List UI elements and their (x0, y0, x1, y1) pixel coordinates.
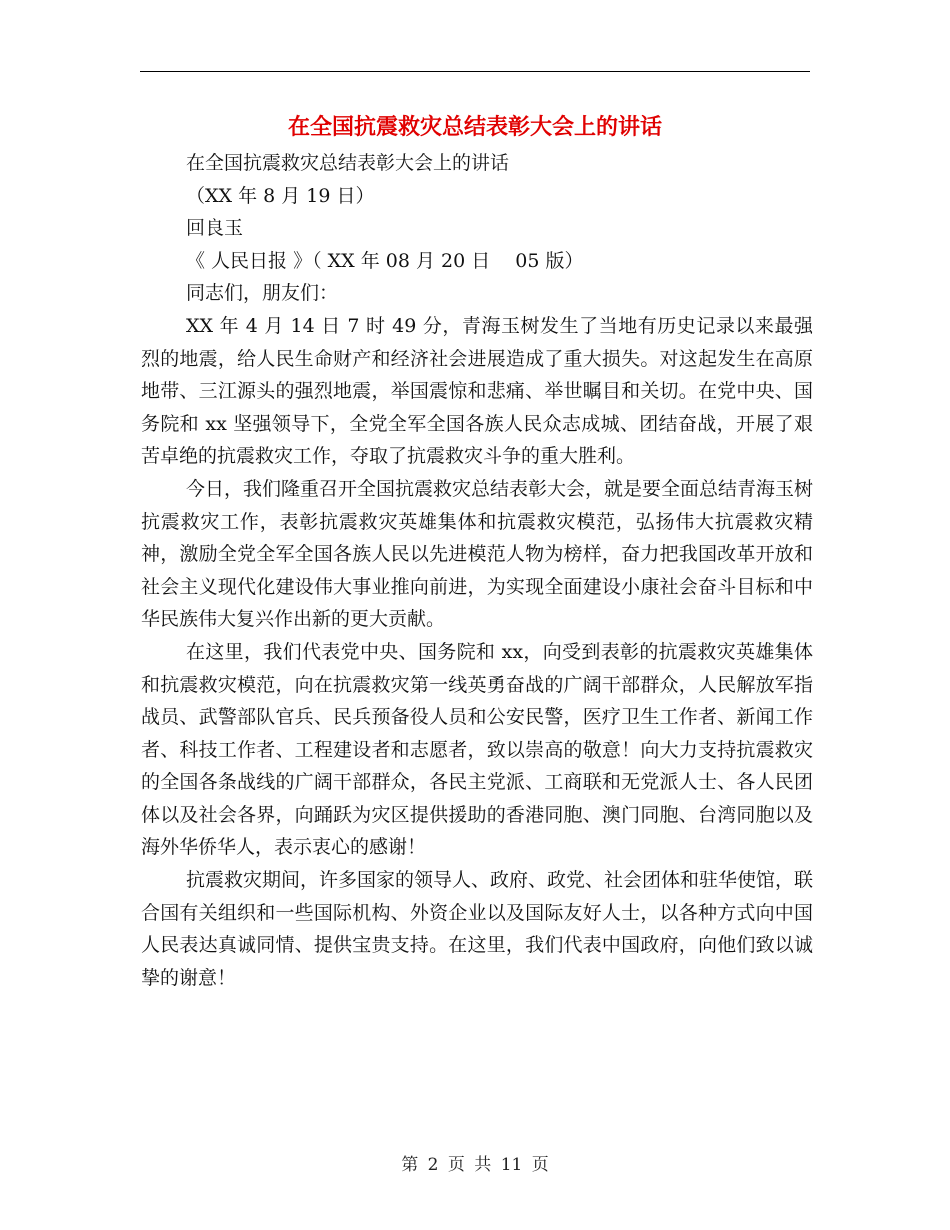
page-footer: 第 2 页 共 11 页 (401, 1155, 549, 1175)
source-line: 《 人民日报 》（ XX 年 08 月 20 日 05 版） (186, 249, 584, 272)
speaker-name-line: 回良玉 (186, 217, 244, 240)
speech-date-line: （XX 年 8 月 19 日） (186, 184, 375, 207)
paragraph-3: 在这里，我们代表党中央、国务院和 xx，向受到表彰的抗震救灾英雄集体和抗震救灾模范，向在抗震救灾第一线英勇奋战的广阔干部群众，人民解放军指战员、武警部队官兵、民兵预备役人员和公安民警，医疗卫生工作者、新闻工作者、科技工作者、工程建设者和志愿者，致以崇高的敬意！向大力支持抗震救灾的全国各条战线的广阔干部群众，各民主党派、工商联和无党派人士、各人民团体以及社会各界，向踊跃为灾区提供援助的香港同胞、澳门同胞、台湾同胞以及海外华侨华人，表示衷心的感谢！ (141, 640, 813, 859)
page-title: 在全国抗震救灾总结表彰大会上的讲话 (287, 114, 662, 140)
paragraph-4: 抗震救灾期间，许多国家的领导人、政府、政党、社会团体和驻华使馆，联合国有关组织和一些国际机构、外资企业以及国际友好人士，以各种方式向中国人民表达真诚同情、提供宝贵支持。在这里，我们代表中国政府，向他们致以诚挚的谢意！ (141, 869, 814, 989)
speech-title-line: 在全国抗震救灾总结表彰大会上的讲话 (186, 152, 510, 174)
paragraph-1: XX 年 4 月 14 日 7 时 49 分，青海玉树发生了当地有历史记录以来最强烈的地震，给人民生命财产和经济社会进展造成了重大损失。对这起发生在高原地带、三江源头的强烈地震，举国震惊和悲痛、举世瞩目和关切。在党中央、国务院和 xx 坚强领导下，全党全军全国各族人民众志成城、团结奋战，开展了艰苦卓绝的抗震救灾工作，夺取了抗震救灾斗争的重大胜利。 (141, 314, 813, 468)
header-rule (140, 71, 810, 72)
salutation-line: 同志们，朋友们： (186, 282, 339, 305)
document-body (141, 147, 813, 994)
paragraph-2: 今日，我们隆重召开全国抗震救灾总结表彰大会，就是要全面总结青海玉树抗震救灾工作，表彰抗震救灾英雄集体和抗震救灾模范，弘扬伟大抗震救灾精神，激励全党全军全国各族人民以先进模范人物为榜样，奋力把我国改革开放和社会主义现代化建设伟大事业推向前进，为实现全面建设小康社会奋斗目标和中华民族伟大复兴作出新的更大贡献。 (141, 477, 814, 631)
